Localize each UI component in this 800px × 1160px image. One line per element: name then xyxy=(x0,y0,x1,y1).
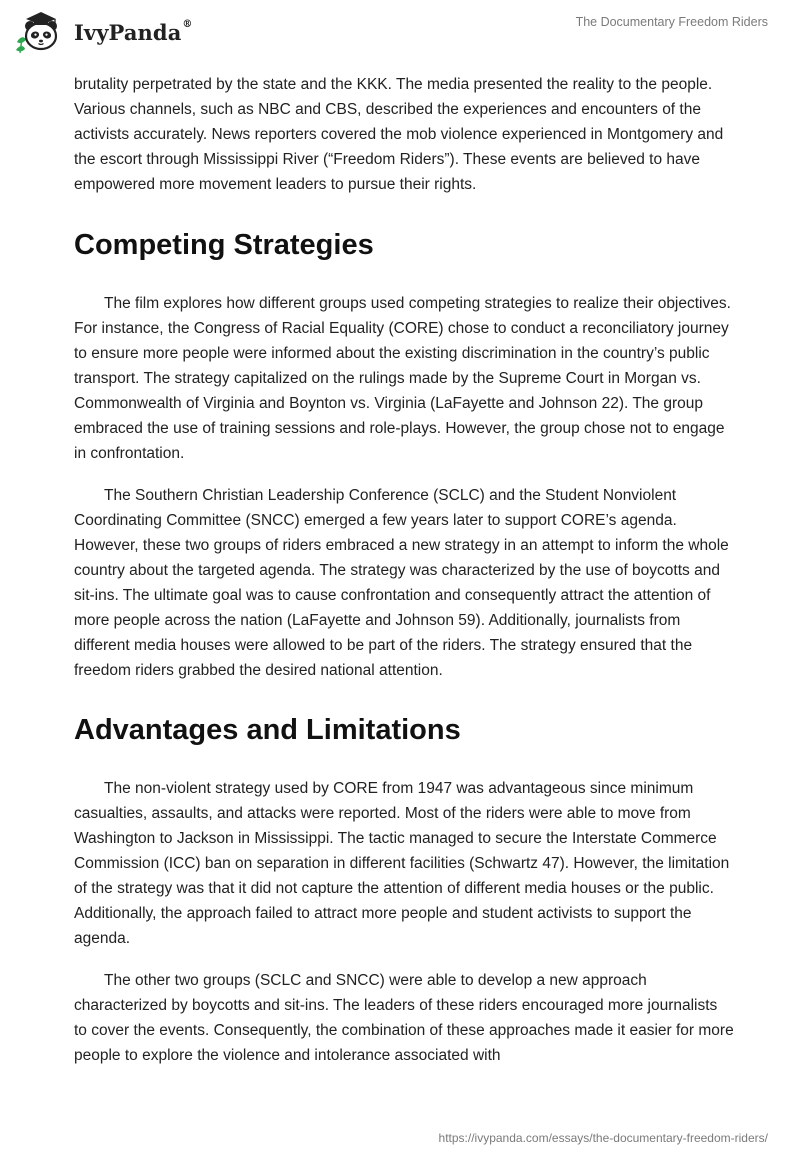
essay-content xyxy=(74,72,734,1068)
paragraph-continued: brutality perpetrated by the state and the KKK. The media presented the reality to the people. Various channels, such as NBC and CBS, described the experiences and encounters of the activists accurately. News reporters covered the mob violence experienced in Montgomery and the escort through Mississippi River (“Freedom Riders”). These events are believed to have empowered more movement leaders to pursue their rights. xyxy=(74,76,724,193)
paragraph-nonviolent-advantages: The non-violent strategy used by CORE from 1947 was advantageous since minimum casualties, assaults, and attacks were reported. Most of the riders were able to move from Washington to Jackson in Mississippi. The tactic managed to secure the Interstate Commerce Commission (ICC) ban on separation in different facilities (Schwartz 47). However, the limitation of the strategy was that it did not capture the attention of different media houses or the public. Additionally, the approach failed to attract more people and student activists to support the agenda. xyxy=(74,780,730,947)
paragraph-sclc-sncc: The Southern Christian Leadership Conference (SCLC) and the Student Nonviolent Coordinating Committee (SNCC) emerged a few years later to support CORE’s agenda. However, these two groups of riders embraced a new strategy in an attempt to inform the whole country about the targeted agenda. The strategy was characterized by the use of boycotts and sit-ins. The ultimate goal was to cause confrontation and consequently attract the attention of more people across the nation (LaFayette and Johnson 59). Additionally, journalists from different media houses were allowed to be part of the riders. The strategy ensured that the freedom riders grabbed the desired national attention. xyxy=(74,487,729,679)
ivypanda-logo[interactable] xyxy=(14,8,193,54)
source-url[interactable]: https://ivypanda.com/essays/the-documentary-freedom-riders/ xyxy=(438,1131,768,1145)
paragraph-core-strategy: The film explores how different groups used competing strategies to realize their objectives. For instance, the Congress of Racial Equality (CORE) chose to conduct a reconciliatory journey to ensure more people were informed about the existing discrimination in the country’s public transport. The strategy capitalized on the rulings made by the Supreme Court in Morgan vs. Commonwealth of Virginia and Boynton vs. Virginia (LaFayette and Johnson 22). The group embraced the use of training sessions and role-plays. However, the group chose not to engage in confrontation. xyxy=(74,295,731,462)
paragraph-other-groups: The other two groups (SCLC and SNCC) were able to develop a new approach characterized by boycotts and sit-ins. The leaders of these riders encouraged more journalists to cover the events. Consequently, the combination of these approaches made it easier for more people to explore the violence and intolerance associated with xyxy=(74,972,734,1064)
panda-graduate-icon xyxy=(14,8,66,54)
document-title: The Documentary Freedom Riders xyxy=(575,15,768,29)
brand-name: IvyPanda® xyxy=(74,18,193,45)
heading-advantages-limitations: Advantages and Limitations xyxy=(74,714,461,746)
page-header xyxy=(0,0,800,70)
heading-competing-strategies: Competing Strategies xyxy=(74,229,374,261)
